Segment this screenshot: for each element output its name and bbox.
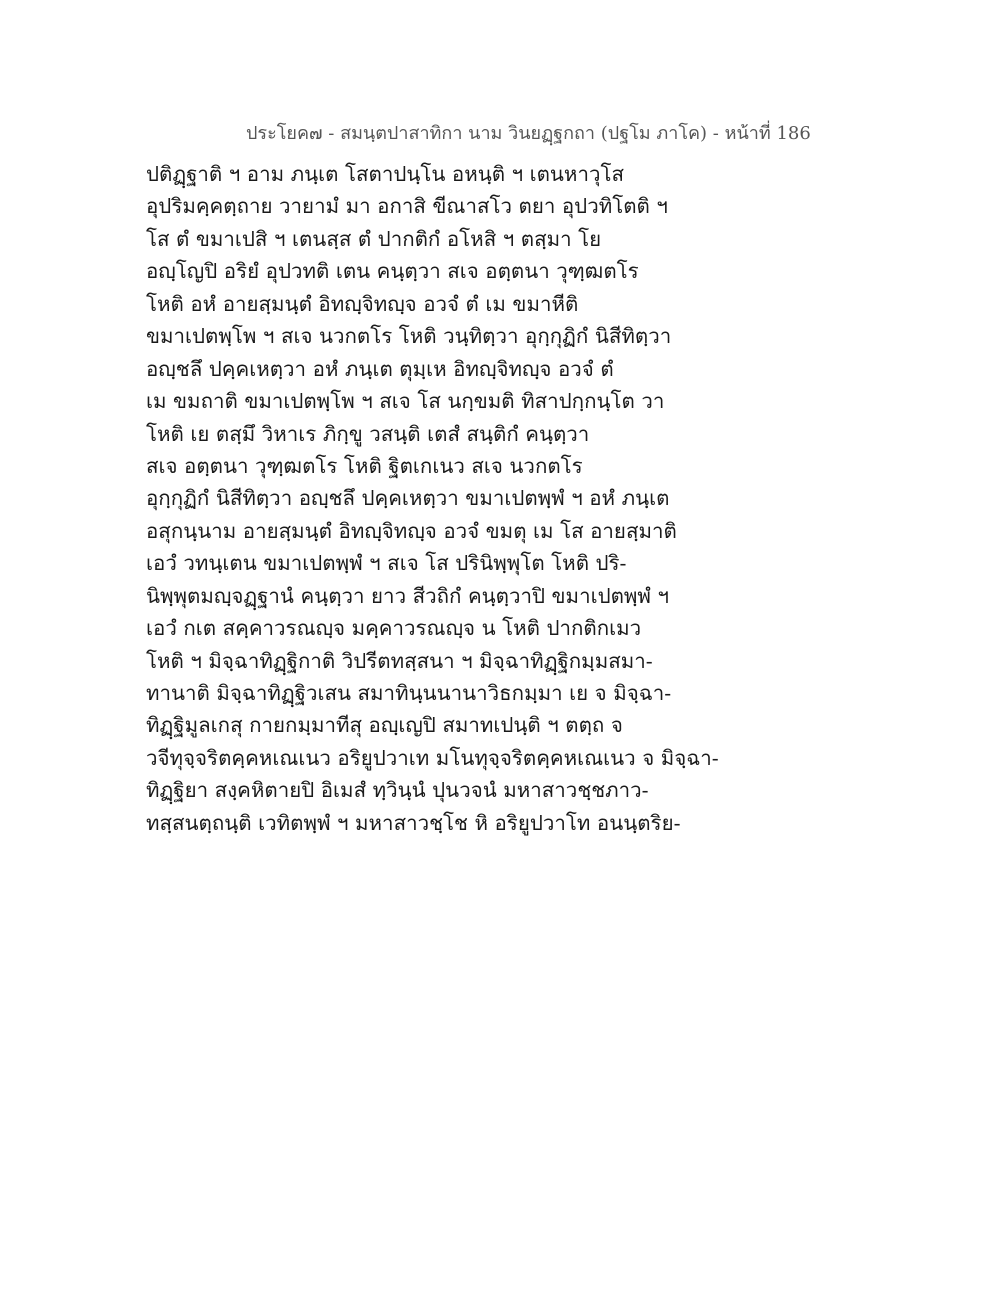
text-line: นิพฺพุตมญฺจฏฺฐานํ คนฺตฺวา ยาว สีวถิกํ คนฺตฺวาปิ ขมาเปตพฺพํ ฯ <box>146 583 669 608</box>
text-line: โหติ ฯ มิจฺฉาทิฏฺฐิกาติ วิปรีตทสฺสนา ฯ มิจฺฉาทิฏฺฐิกมฺมสมา- <box>146 648 653 673</box>
text-line: อุปริมคฺคตฺถาย วายามํ มา อกาสิ ขีณาสโว ตยา อุปวทิโตติ ฯ <box>146 194 668 219</box>
page-header: ประโยค๗ - สมนฺตปาสาทิกา นาม วินยฏฺฐกถา (ปฐโม ภาโค) - หน้าที่ 186 <box>246 123 811 144</box>
text-line: ทิฏฺฐิยา สงฺคหิตายปิ อิเมสํ ทฺวินฺนํ ปุนวจนํ มหาสาวชฺชภาว- <box>146 778 649 803</box>
text-line: ทิฏฺฐิมูลเกสุ กายกมฺมาทีสุ อญฺเญปิ สมาทเปนฺติ ฯ ตตฺถ จ <box>146 713 623 738</box>
text-line: โส ตํ ขมาเปสิ ฯ เตนสฺส ตํ ปากติกํ อโหสิ ฯ ตสฺมา โย <box>146 226 602 251</box>
text-line: อุกฺกุฏิกํ นิสีทิตฺวา อญฺชลึ ปคฺคเหตฺวา ขมาเปตพฺพํ ฯ อหํ ภนฺเต <box>146 486 670 511</box>
text-line: โหติ อหํ อายสฺมนฺตํ อิทญฺจิทญฺจ อวจํ ตํ เม ขมาหีติ <box>146 291 579 316</box>
text-line: เอวํ กเต สคฺคาวรณญฺจ มคฺคาวรณญฺจ น โหติ ปากติกเมว <box>146 616 642 641</box>
text-line: เอวํ วทนฺเตน ขมาเปตพฺพํ ฯ สเจ โส ปรินิพฺพุโต โหติ ปริ- <box>146 551 627 576</box>
text-line: อสุกนฺนาม อายสฺมนฺตํ อิทญฺจิทญฺจ อวจํ ขมตุ เม โส อายสฺมาติ <box>146 518 677 543</box>
text-line: โหติ เย ตสฺมึ วิหาเร ภิกฺขู วสนฺติ เตสํ สนฺติกํ คนฺตฺวา <box>146 421 590 446</box>
text-line: เม ขมถาติ ขมาเปตพฺโพ ฯ สเจ โส นกฺขมติ ทิสาปกฺกนฺโต วา <box>146 389 665 414</box>
text-line: อญฺชลึ ปคฺคเหตฺวา อหํ ภนฺเต ตุมฺเห อิทญฺจิทญฺจ อวจํ ตํ <box>146 356 614 381</box>
text-line: สเจ อตฺตนา วุฑฺฒตโร โหติ ฐิตเกเนว สเจ นวกตโร <box>146 453 583 478</box>
text-line: อญฺโญปิ อริยํ อุปวทติ เตน คนฺตฺวา สเจ อตฺตนา วุฑฺฒตโร <box>146 259 639 284</box>
text-line: ทานาติ มิจฺฉาทิฏฺฐิวเสน สมาทินฺนนานาวิธกมฺมา เย จ มิจฺฉา- <box>146 681 672 705</box>
text-line: ทสฺสนตฺถนฺติ เวทิตพฺพํ ฯ มหาสาวชฺโช หิ อริยูปวาโท อนนฺตริย- <box>146 810 681 835</box>
body-text <box>146 158 719 839</box>
text-line: ขมาเปตพฺโพ ฯ สเจ นวกตโร โหติ วนฺทิตฺวา อุกฺกุฏิกํ นิสีทิตฺวา <box>146 324 672 349</box>
text-line: ปติฏฺฐาติ ฯ อาม ภนฺเต โสตาปนฺโน อหนฺติ ฯ เตนหาวุโส <box>146 162 624 186</box>
text-line: วจีทุจฺจริตคฺคหเณเนว อริยูปวาเท มโนทุจฺจริตคฺคหเณเนว จ มิจฺฉา- <box>146 745 719 770</box>
